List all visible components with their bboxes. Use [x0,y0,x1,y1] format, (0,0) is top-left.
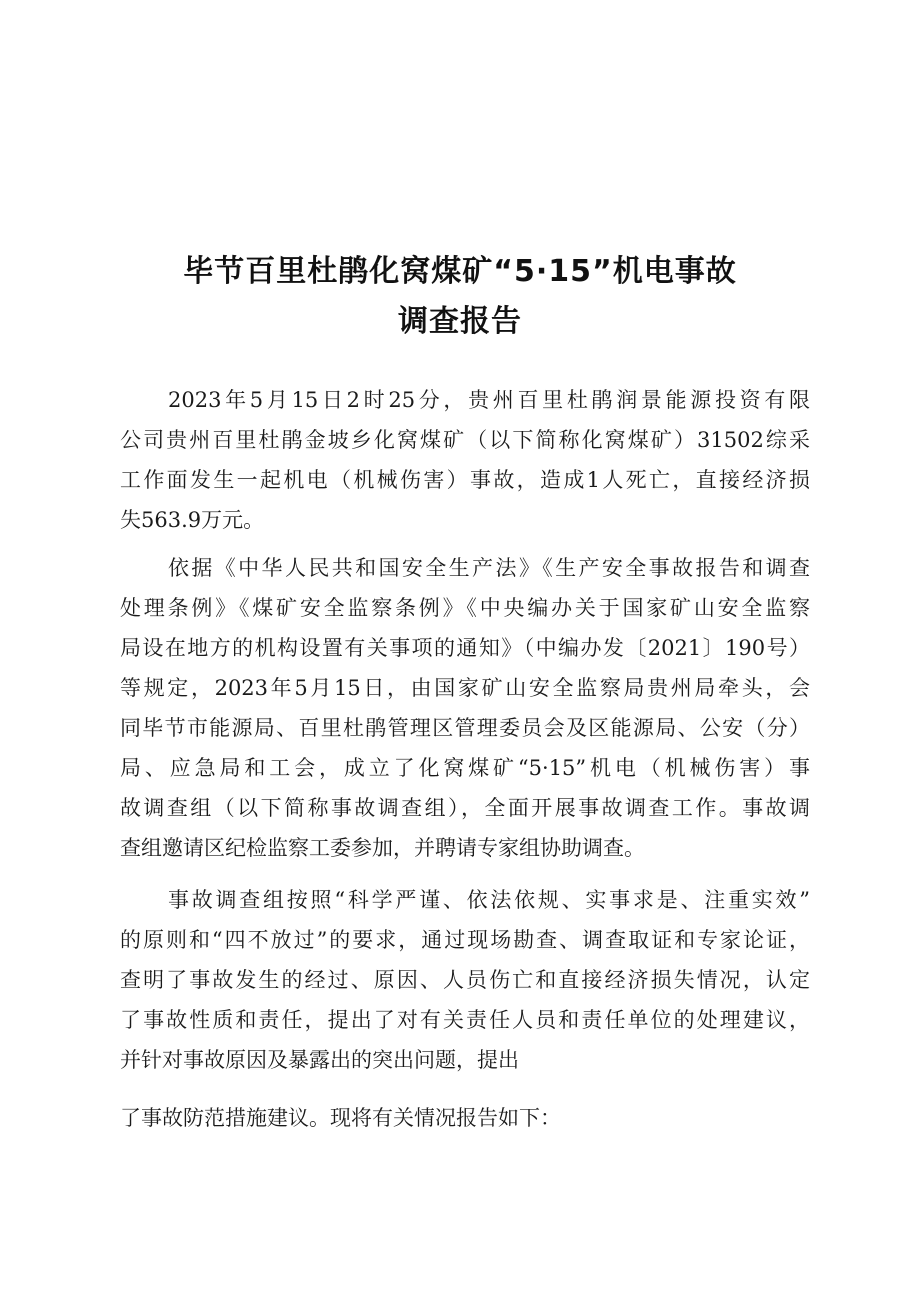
text-line: 事故调查组按照“科学严谨、依法依规、实事求是、注重实效” [168,888,810,912]
report-title-line1: 毕节百里杜鹃化窝煤矿“5·15”机电事故 [183,254,737,289]
text-line: 公司贵州百里杜鹃金坡乡化窝煤矿（以下简称化窝煤矿）31502综采 [120,428,810,452]
paragraph-report-intro: 了事故防范措施建议。现将有关情况报告如下： [120,1106,561,1130]
text-line: 处理条例》《煤矿安全监察条例》《中央编办关于国家矿山安全监察 [120,596,810,620]
text-line: 工作面发生一起机电（机械伤害）事故，造成1人死亡，直接经济损 [120,468,810,492]
text-line: 了事故性质和责任，提出了对有关责任人员和责任单位的处理建议， [120,1008,810,1032]
text-line: 等规定，2023年5月15日，由国家矿山安全监察局贵州局牵头，会 [120,676,810,700]
text-line: 2023年5月15日2时25分，贵州百里杜鹃润景能源投资有限 [168,388,810,412]
text-line: 同毕节市能源局、百里杜鹃管理区管理委员会及区能源局、公安（分） [120,716,810,740]
text-line: 查组邀请区纪检监察工委参加，并聘请专家组协助调查。 [120,836,645,860]
report-title-line2: 调查报告 [398,304,522,339]
text-line: 依据《中华人民共和国安全生产法》《生产安全事故报告和调查 [168,556,810,580]
text-line: 故调查组（以下简称事故调查组），全面开展事故调查工作。事故调 [120,796,810,820]
paragraph-investigation-basis [120,548,810,868]
text-line: 并针对事故原因及暴露出的突出问题，提出 [120,1048,519,1072]
text-line: 查明了事故发生的经过、原因、人员伤亡和直接经济损失情况，认定 [120,968,810,992]
text-line: 的原则和“四不放过”的要求，通过现场勘查、调查取证和专家论证， [120,928,810,952]
text-line: 失563.9万元。 [120,508,265,532]
text-line: 局设在地方的机构设置有关事项的通知》（中编办发〔2021〕190号） [120,636,810,660]
text-line: 局、应急局和工会，成立了化窝煤矿“5·15”机电（机械伤害）事 [120,756,810,780]
paragraph-accident-summary [120,380,810,540]
paragraph-investigation-principles [120,880,810,1080]
